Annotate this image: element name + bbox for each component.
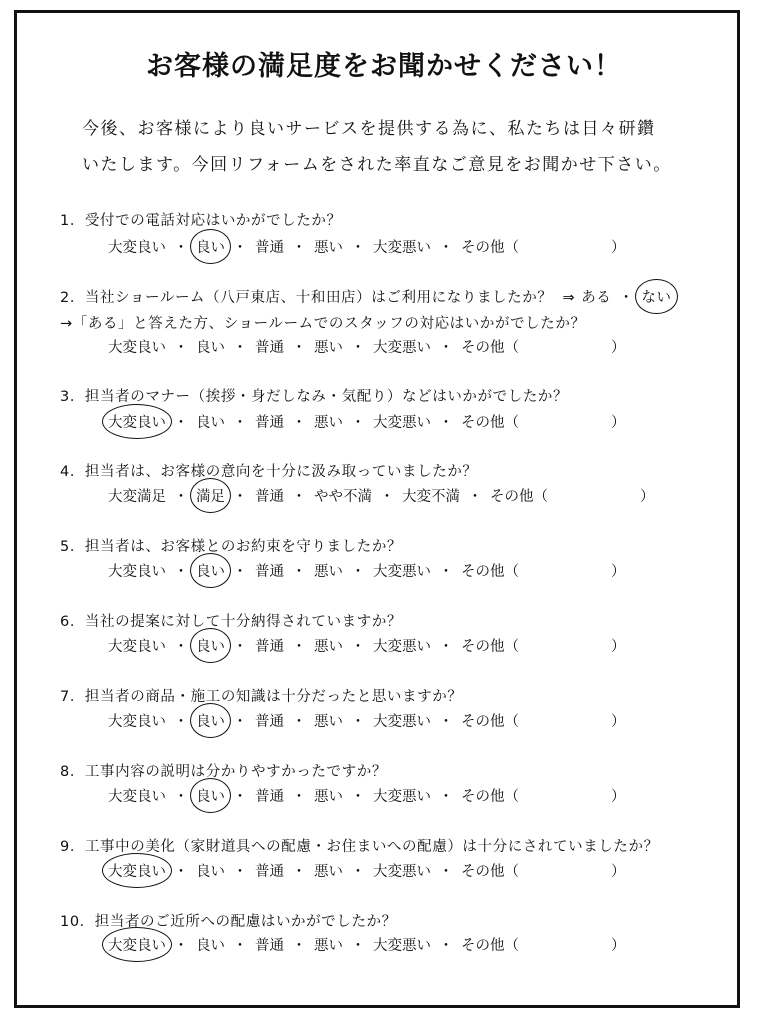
- option-very-bad[interactable]: 大変悪い: [373, 864, 431, 880]
- answer-row-3: 大変良い ・ 良い ・ 普通 ・ 悪い ・ 大変悪い ・ その他（ ）: [108, 411, 626, 431]
- option-average[interactable]: 普通: [255, 489, 284, 505]
- answer-row-9: 大変良い ・ 良い ・ 普通 ・ 悪い ・ 大変悪い ・ その他（ ）: [108, 860, 626, 880]
- option-good[interactable]: 良い: [196, 560, 225, 581]
- option-other[interactable]: その他: [461, 639, 505, 655]
- option-average[interactable]: 普通: [255, 639, 284, 655]
- option-yes[interactable]: ある: [581, 290, 612, 306]
- option-average[interactable]: 普通: [255, 789, 284, 805]
- page-title: お客様の満足度をお聞かせください！: [146, 51, 622, 82]
- option-very-bad[interactable]: 大変悪い: [373, 415, 431, 431]
- question-1: 1．受付での電話対応はいかがでしたか？: [60, 213, 342, 229]
- option-other[interactable]: その他: [461, 415, 505, 431]
- option-other[interactable]: その他: [490, 489, 534, 505]
- option-no[interactable]: ない: [641, 286, 671, 307]
- option-bad[interactable]: 悪い: [314, 714, 343, 730]
- option-other[interactable]: その他: [461, 564, 505, 580]
- option-very-good[interactable]: 大変良い: [108, 240, 166, 256]
- option-bad[interactable]: 悪い: [314, 564, 343, 580]
- question-7: 7．担当者の商品・施工の知識は十分だったと思いますか？: [60, 689, 463, 705]
- option-good[interactable]: 良い: [196, 236, 225, 257]
- option-very-good[interactable]: 大変良い: [108, 714, 166, 730]
- question-10: 10．担当者のご近所への配慮はいかがでしたか？: [60, 914, 397, 930]
- option-very-good[interactable]: 大変良い: [108, 789, 166, 805]
- option-average[interactable]: 普通: [255, 240, 284, 256]
- option-average[interactable]: 普通: [255, 564, 284, 580]
- answer-row-5: 大変良い ・ 良い ・ 普通 ・ 悪い ・ 大変悪い ・ その他（ ）: [108, 560, 626, 580]
- intro-line-2: いたします。今回リフォームをされた率直なご意見をお聞かせ下さい。: [82, 155, 672, 175]
- option-very-bad[interactable]: 大変悪い: [373, 714, 431, 730]
- option-bad[interactable]: 悪い: [314, 240, 343, 256]
- option-very-bad[interactable]: 大変悪い: [373, 639, 431, 655]
- answer-row-2: 大変良い ・ 良い ・ 普通 ・ 悪い ・ 大変悪い ・ その他（ ）: [108, 336, 626, 356]
- option-other[interactable]: その他: [461, 789, 505, 805]
- option-good[interactable]: 良い: [196, 635, 225, 656]
- selected-circle: [102, 853, 172, 888]
- selected-circle: [190, 778, 231, 813]
- option-good[interactable]: 良い: [196, 864, 225, 880]
- option-other[interactable]: その他: [461, 938, 505, 954]
- selected-circle: [190, 553, 231, 588]
- option-somewhat-dissatisfied[interactable]: やや不満: [314, 489, 372, 505]
- option-average[interactable]: 普通: [255, 340, 284, 356]
- question-3: 3．担当者のマナー（挨拶・身だしなみ・気配り）などはいかがでしたか？: [60, 389, 569, 405]
- option-good[interactable]: 良い: [196, 785, 225, 806]
- option-satisfied[interactable]: 満足: [196, 485, 225, 506]
- question-6: 6．当社の提案に対して十分納得されていますか？: [60, 614, 403, 630]
- question-5: 5．担当者は、お客様とのお約束を守りましたか？: [60, 539, 403, 555]
- arrow-icon: ⇒: [562, 290, 576, 306]
- option-very-bad[interactable]: 大変悪い: [373, 340, 431, 356]
- option-good[interactable]: 良い: [196, 340, 225, 356]
- option-very-bad[interactable]: 大変悪い: [373, 240, 431, 256]
- answer-row-10: 大変良い ・ 良い ・ 普通 ・ 悪い ・ 大変悪い ・ その他（ ）: [108, 934, 626, 954]
- option-very-good[interactable]: 大変良い: [108, 639, 166, 655]
- option-bad[interactable]: 悪い: [314, 864, 343, 880]
- option-very-good[interactable]: 大変良い: [108, 564, 166, 580]
- option-good[interactable]: 良い: [196, 938, 225, 954]
- answer-row-7: 大変良い ・ 良い ・ 普通 ・ 悪い ・ 大変悪い ・ その他（ ）: [108, 710, 626, 730]
- option-very-good[interactable]: 大変良い: [108, 411, 166, 432]
- option-good[interactable]: 良い: [196, 710, 225, 731]
- option-average[interactable]: 普通: [255, 415, 284, 431]
- option-average[interactable]: 普通: [255, 864, 284, 880]
- option-average[interactable]: 普通: [255, 938, 284, 954]
- option-other[interactable]: その他: [461, 340, 505, 356]
- option-very-good[interactable]: 大変良い: [108, 934, 166, 955]
- answer-row-8: 大変良い ・ 良い ・ 普通 ・ 悪い ・ 大変悪い ・ その他（ ）: [108, 785, 626, 805]
- question-8: 8．工事内容の説明は分かりやすかったですか？: [60, 764, 387, 780]
- option-very-good[interactable]: 大変良い: [108, 860, 166, 881]
- question-2: 2．当社ショールーム（八戸東店、十和田店）はご利用になりましたか？ ⇒ ある ・ ない: [60, 286, 672, 307]
- option-good[interactable]: 良い: [196, 415, 225, 431]
- option-very-dissatisfied[interactable]: 大変不満: [402, 489, 460, 505]
- question-4: 4．担当者は、お客様の意向を十分に汲み取っていましたか？: [60, 464, 478, 480]
- selected-circle: [190, 628, 231, 663]
- option-other[interactable]: その他: [461, 714, 505, 730]
- question-9: 9．工事中の美化（家財道具への配慮・お住まいへの配慮）は十分にされていましたか？: [60, 839, 659, 855]
- selected-circle: [102, 404, 172, 439]
- option-bad[interactable]: 悪い: [314, 340, 343, 356]
- selected-circle: [190, 703, 231, 738]
- option-other[interactable]: その他: [461, 240, 505, 256]
- option-other[interactable]: その他: [461, 864, 505, 880]
- answer-row-6: 大変良い ・ 良い ・ 普通 ・ 悪い ・ 大変悪い ・ その他（ ）: [108, 635, 626, 655]
- selected-circle: [190, 229, 231, 264]
- option-very-bad[interactable]: 大変悪い: [373, 938, 431, 954]
- option-very-good[interactable]: 大変良い: [108, 340, 166, 356]
- answer-row-1: 大変良い ・ 良い ・ 普通 ・ 悪い ・ 大変悪い ・ その他（ ）: [108, 236, 626, 256]
- answer-row-4: 大変満足 ・ 満足 ・ 普通 ・ やや不満 ・ 大変不満 ・ その他（ ）: [108, 485, 655, 505]
- option-bad[interactable]: 悪い: [314, 415, 343, 431]
- option-bad[interactable]: 悪い: [314, 938, 343, 954]
- option-very-bad[interactable]: 大変悪い: [373, 564, 431, 580]
- selected-circle: [190, 478, 231, 513]
- option-very-bad[interactable]: 大変悪い: [373, 789, 431, 805]
- option-bad[interactable]: 悪い: [314, 639, 343, 655]
- option-average[interactable]: 普通: [255, 714, 284, 730]
- intro-line-1: 今後、お客様により良いサービスを提供する為に、私たちは日々研鑽: [82, 119, 656, 139]
- selected-circle: [102, 927, 172, 962]
- option-very-satisfied[interactable]: 大変満足: [108, 489, 166, 505]
- selected-circle: [635, 279, 677, 314]
- question-2-sub: →「ある」と答えた方、ショールームでのスタッフの対応はいかがでしたか？: [60, 316, 586, 332]
- option-bad[interactable]: 悪い: [314, 789, 343, 805]
